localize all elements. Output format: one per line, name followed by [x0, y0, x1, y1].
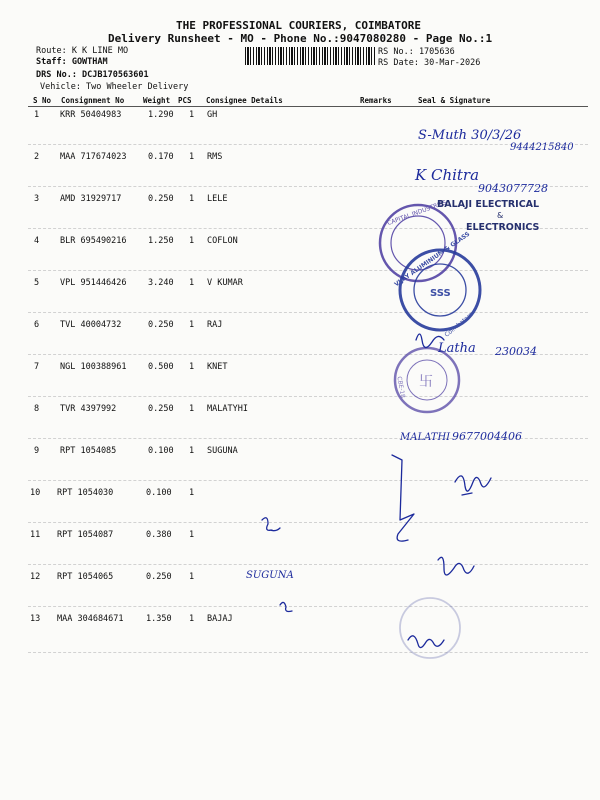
- runsheet-subtitle: Delivery Runsheet - MO - Phone No.:9047080280 - Page No.:1: [108, 32, 493, 45]
- row-pcs: 1: [189, 236, 195, 246]
- col-consignee: Consignee Details: [206, 96, 283, 105]
- row-sno: 12: [30, 572, 41, 582]
- row-pcs: 1: [189, 530, 195, 540]
- row-consignment: BLR 695490216: [60, 236, 127, 246]
- row-consignee: MALATYHI: [207, 404, 248, 414]
- row-consignment: TVL 40004732: [60, 320, 122, 330]
- row-consignee: GH: [207, 110, 218, 120]
- row-consignee: SUGUNA: [207, 446, 238, 456]
- row-consignment: AMD 31929717: [60, 194, 122, 204]
- row-sno: 1: [34, 110, 40, 120]
- row-weight: 3.240: [148, 278, 174, 288]
- drs-number: DRS No.: DCJB170563601: [36, 70, 149, 80]
- svg-text:SSS: SSS: [430, 288, 451, 299]
- col-consignment: Consignment No: [61, 96, 125, 105]
- row-sno: 8: [34, 404, 40, 414]
- stamp-ring-text: VIJAY ALUMINIUM & GLASS: [393, 230, 472, 289]
- row-weight: 0.250: [146, 572, 172, 582]
- row-pcs: 1: [189, 194, 195, 204]
- row-weight: 0.250: [148, 194, 174, 204]
- row-weight: 1.350: [146, 614, 172, 624]
- row-pcs: 1: [189, 404, 195, 414]
- signature-scrawl: [438, 557, 474, 575]
- stamp-place-text: Coimbatore: [443, 310, 475, 339]
- row-consignment: MAA 717674023: [60, 152, 127, 162]
- row-pcs: 1: [189, 278, 195, 288]
- row-consignment: RPT 1054085: [60, 446, 117, 456]
- handwritten-note: K Chitra: [415, 166, 480, 184]
- row-consignee: RMS: [207, 152, 223, 162]
- row-pcs: 1: [189, 446, 195, 456]
- company-title: THE PROFESSIONAL COURIERS, COIMBATORE: [176, 19, 422, 32]
- col-sno: S No: [33, 96, 52, 105]
- row-sno: 4: [34, 236, 40, 246]
- signature-scrawl: [262, 518, 280, 531]
- handwritten-phone: 9043077728: [478, 182, 548, 195]
- signature-scrawl: [392, 455, 414, 541]
- vehicle-label: Vehicle: Two Wheeler Delivery: [40, 82, 189, 92]
- stamp-ring-text: CAPITAL INDUSTRIES: [386, 199, 448, 228]
- row-consignee: COFLON: [207, 236, 238, 246]
- row-pcs: 1: [189, 614, 195, 624]
- row-consignment: RPT 1054030: [57, 488, 114, 498]
- handwritten-phone: 9444215840: [510, 142, 574, 153]
- row-weight: 0.500: [148, 362, 174, 372]
- handwritten-note: SUGUNA: [246, 570, 294, 581]
- svg-text:卐: 卐: [419, 374, 433, 390]
- signature-scrawl: [455, 476, 491, 495]
- row-pcs: 1: [189, 362, 195, 372]
- row-weight: 0.100: [148, 446, 174, 456]
- stamp-ring-text: CBE-18: [395, 375, 407, 399]
- row-consignee: V KUMAR: [207, 278, 243, 288]
- row-weight: 0.170: [148, 152, 174, 162]
- handwritten-note: S-Muth 30/3/26: [418, 128, 522, 143]
- handwritten-number: 230034: [495, 345, 537, 358]
- faded-stamp: [400, 598, 460, 658]
- col-remarks: Remarks: [360, 96, 392, 105]
- staff-label: Staff: GOWTHAM: [36, 57, 108, 67]
- row-weight: 1.290: [148, 110, 174, 120]
- row-pcs: 1: [189, 110, 195, 120]
- rs-date: RS Date: 30-Mar-2026: [378, 58, 481, 68]
- row-consignment: RPT 1054065: [57, 572, 114, 582]
- row-consignee: KNET: [207, 362, 228, 372]
- row-consignee: LELE: [207, 194, 228, 204]
- row-sno: 2: [34, 152, 40, 162]
- row-consignee: BAJAJ: [207, 614, 233, 624]
- row-weight: 0.380: [146, 530, 172, 540]
- stamp-company: BALAJI ELECTRICAL: [437, 199, 540, 210]
- row-consignment: VPL 951446426: [60, 278, 127, 288]
- row-sno: 7: [34, 362, 40, 372]
- col-weight: Weight: [143, 96, 171, 105]
- handwritten-phone: 9677004406: [452, 430, 522, 443]
- row-sno: 3: [34, 194, 40, 204]
- handwritten-note: MALATHI: [400, 432, 451, 443]
- route-label: Route: K K LINE MO: [36, 46, 129, 56]
- row-sno: 10: [30, 488, 41, 498]
- stamp-ampersand: &: [497, 211, 504, 220]
- row-consignment: TVR 4397992: [60, 404, 117, 414]
- row-consignment: NGL 100388961: [60, 362, 127, 372]
- col-seal: Seal & Signature: [418, 96, 491, 105]
- row-weight: 0.250: [148, 404, 174, 414]
- row-sno: 5: [34, 278, 40, 288]
- row-consignment: KRR 50404983: [60, 110, 122, 120]
- row-consignment: RPT 1054087: [57, 530, 114, 540]
- row-weight: 1.250: [148, 236, 174, 246]
- row-sno: 6: [34, 320, 40, 330]
- row-pcs: 1: [189, 320, 195, 330]
- row-pcs: 1: [189, 152, 195, 162]
- col-pcs: PCS: [178, 96, 192, 105]
- row-weight: 0.100: [146, 488, 172, 498]
- round-stamp: [395, 348, 459, 412]
- row-pcs: 1: [189, 488, 195, 498]
- row-sno: 9: [34, 446, 40, 456]
- signature-scrawl: [408, 636, 444, 648]
- rs-number: RS No.: 1705636: [378, 47, 455, 57]
- handwritten-note: Latha: [438, 341, 476, 356]
- row-consignee: RAJ: [207, 320, 223, 330]
- row-consignment: MAA 304684671: [57, 614, 124, 624]
- row-weight: 0.250: [148, 320, 174, 330]
- round-stamp: [393, 231, 480, 339]
- row-sno: 11: [30, 530, 41, 540]
- signature-scrawl: [280, 602, 292, 611]
- row-pcs: 1: [189, 572, 195, 582]
- stamp-company-2: ELECTRONICS: [466, 222, 540, 233]
- row-sno: 13: [30, 614, 41, 624]
